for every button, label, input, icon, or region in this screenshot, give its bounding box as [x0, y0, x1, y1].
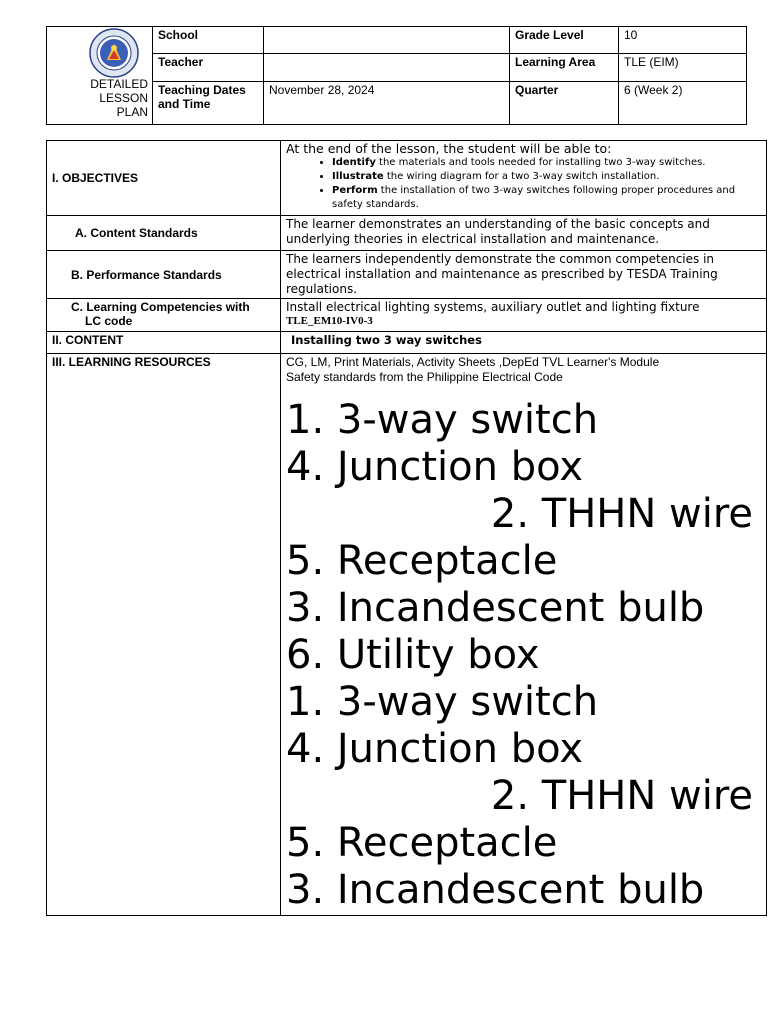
objective-text: the installation of two 3-way switches following proper procedures and safety standards. [332, 185, 736, 210]
objectives-intro: At the end of the lesson, the student will be able to: [286, 141, 612, 156]
objectives-cell [281, 141, 767, 216]
teacher-label: Teacher [153, 54, 264, 82]
materials-item: 2. THHN wire [490, 491, 753, 537]
quarter-label: Quarter [510, 82, 619, 125]
objective-verb: Identify [332, 157, 376, 168]
competencies-label [47, 299, 281, 332]
materials-item: 2. THHN wire [490, 773, 753, 819]
materials-item: 4. Junction box [286, 444, 584, 490]
competencies-label-line: C. Learning Competencies with [71, 300, 250, 314]
objective-text: the materials and tools needed for installing two 3-way switches. [375, 157, 706, 168]
materials-item: 3. Incandescent bulb [286, 585, 705, 631]
objective-verb: Illustrate [332, 171, 384, 182]
lesson-plan-table [46, 140, 767, 916]
learning-resources-cell [281, 354, 767, 916]
objective-item [332, 170, 761, 184]
materials-item: 3. Incandescent bulb [286, 867, 705, 913]
teaching-dates-label: Teaching Dates and Time [153, 82, 264, 125]
learning-area-value: TLE (EIM) [619, 54, 747, 82]
objective-text: the wiring diagram for a two 3-way switch installation. [383, 171, 660, 182]
materials-item: 1. 3-way switch [286, 679, 599, 725]
learning-resources-label: III. LEARNING RESOURCES [47, 354, 281, 916]
materials-list [286, 397, 761, 914]
content-label: II. CONTENT [47, 332, 281, 354]
teacher-value [264, 54, 510, 82]
document-title [90, 77, 148, 119]
objective-item [332, 184, 761, 212]
materials-item: 6. Utility box [286, 632, 540, 678]
content-text: Installing two 3 way switches [281, 332, 767, 354]
teaching-dates-value: November 28, 2024 [264, 82, 510, 125]
objectives-list [286, 156, 761, 212]
competencies-text: Install electrical lighting systems, auxiliary outlet and lighting fixture [286, 300, 700, 314]
title-line: PLAN [116, 105, 148, 119]
resources-line: Safety standards from the Philippine Electrical Code [286, 370, 563, 384]
content-standards-label: A. Content Standards [47, 216, 281, 251]
logo-cell [47, 27, 153, 125]
content-standards-text: The learner demonstrates an understanding of the basic concepts and underlying theories in electrical installation and maintenance. [281, 216, 767, 251]
objective-verb: Perform [332, 185, 378, 196]
competencies-cell [281, 299, 767, 332]
objective-item [332, 156, 761, 170]
lc-code: TLE_EM10-IV0-3 [286, 315, 373, 327]
school-label: School [153, 27, 264, 54]
materials-item: 5. Receptacle [286, 538, 558, 584]
objectives-label: I. OBJECTIVES [47, 141, 281, 216]
competencies-label-line: LC code [85, 314, 133, 328]
grade-level-label: Grade Level [510, 27, 619, 54]
title-line: DETAILED [90, 77, 148, 91]
title-line: LESSON [99, 91, 148, 105]
resources-line: CG, LM, Print Materials, Activity Sheets ,DepEd TVL Learner's Module [286, 355, 660, 369]
materials-item: 5. Receptacle [286, 820, 558, 866]
learning-area-label: Learning Area [510, 54, 619, 82]
deped-seal-logo [85, 28, 143, 78]
performance-standards-text: The learners independently demonstrate the common competencies in electrical installation and maintenance as prescribed by TESDA Training regulations. [281, 251, 767, 299]
grade-level-value: 10 [619, 27, 747, 54]
performance-standards-label: B. Performance Standards [47, 251, 281, 299]
header-table [46, 26, 747, 125]
school-value [264, 27, 510, 54]
materials-item: 4. Junction box [286, 726, 584, 772]
materials-item: 1. 3-way switch [286, 397, 599, 443]
quarter-value: 6 (Week 2) [619, 82, 747, 125]
